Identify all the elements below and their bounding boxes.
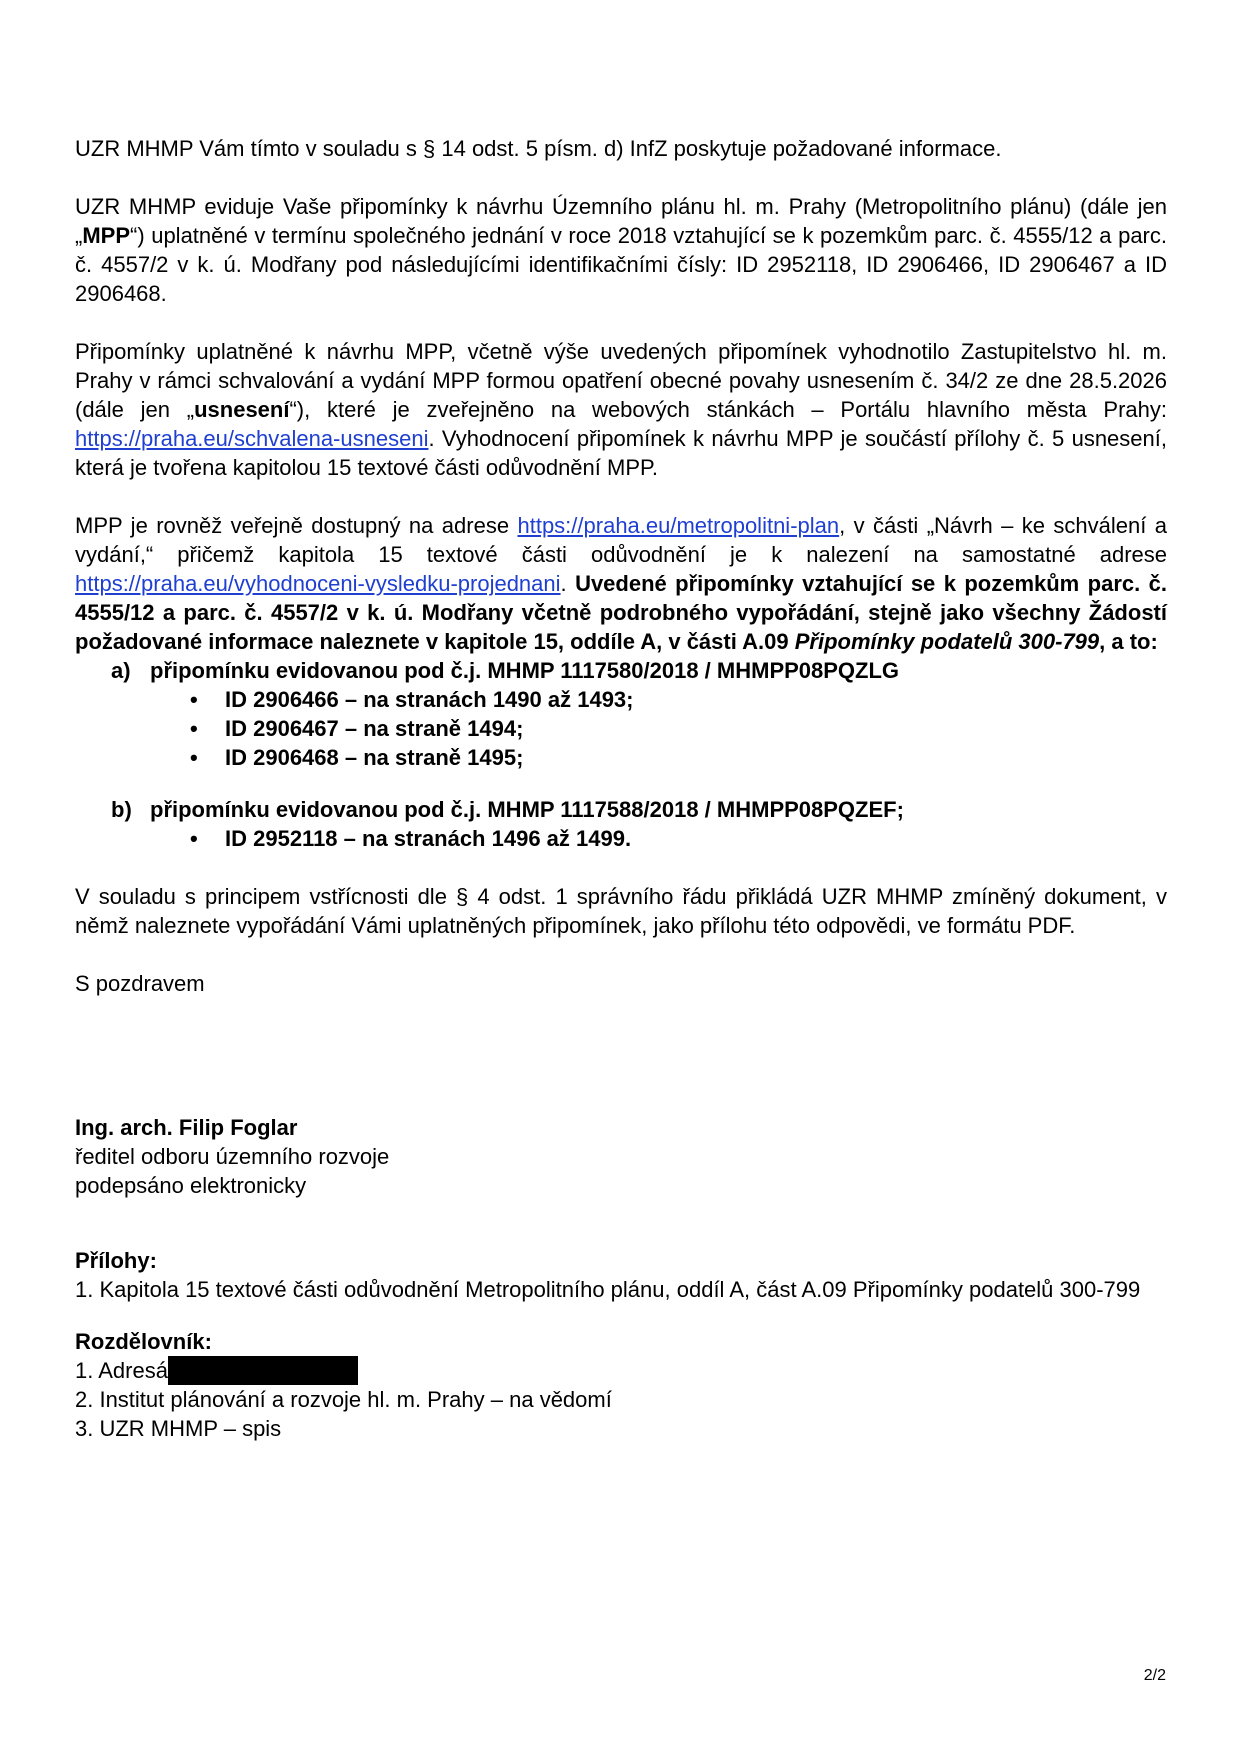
list-spacer	[75, 772, 1167, 795]
distribution-section	[75, 1327, 1167, 1443]
attachments-heading	[75, 1246, 1167, 1275]
list-marker-a: a)	[111, 658, 131, 683]
evaluation-text-b: “), které je zveřejněno na webových stánkách – Portálu hlavního města Prahy:	[289, 397, 1167, 422]
distribution-item-2: 2. Institut plánování a rozvoje hl. m. Prahy – na vědomí	[75, 1387, 612, 1412]
bullet-icon: •	[190, 826, 198, 851]
intro-paragraph: UZR MHMP Vám tímto v souladu s § 14 odst. 5 písm. d) InfZ poskytuje požadované informace.	[75, 136, 1002, 161]
greeting: S pozdravem	[75, 971, 205, 996]
attachments-heading-text: Přílohy:	[75, 1248, 157, 1273]
bullet-list-b	[75, 824, 1167, 853]
bullet-icon: •	[190, 687, 198, 712]
signature-role: ředitel odboru územního rozvoje	[75, 1144, 390, 1169]
bullet-list-a	[75, 685, 1167, 772]
signature-name-text: Ing. arch. Filip Foglar	[75, 1115, 298, 1140]
availability-text-b: , v části „Návrh – ke schválení a vydání,“ přičemž kapitola 15 textové části odůvodnění je k nalezení na samostatné adrese	[75, 513, 1167, 567]
attachments-section	[75, 1246, 1167, 1304]
list-item	[75, 824, 1167, 853]
spacer	[75, 853, 1167, 882]
list-item-a	[75, 656, 1167, 685]
bullet-text: ID 2952118 – na stranách 1496 až 1499.	[225, 826, 632, 851]
distribution-heading-text: Rozdělovník:	[75, 1329, 212, 1354]
bullet-text: ID 2906467 – na straně 1494;	[225, 716, 524, 741]
redaction-block	[168, 1356, 358, 1385]
evaluation-paragraph	[75, 337, 1167, 482]
bullet-icon: •	[190, 716, 198, 741]
evaluation-text-a: Připomínky uplatněné k návrhu MPP, včetně výše uvedených připomínek vyhodnotilo Zastupitelstvo hl. m. Prahy v rámci schvalování a vydání MPP formou opatření obecné povahy usnesením č. 34/2 ze dne 28.5.2026 (dále jen „	[75, 339, 1167, 422]
closing-paragraph: V souladu s principem vstřícnosti dle § 4 odst. 1 správního řádu přikládá UZR MHMP zmíněný dokument, v němž naleznete vypořádání Vámi uplatněných připomínek, jako přílohu této odpovědi, ve formátu PDF.	[75, 884, 1167, 938]
list-item	[75, 685, 1167, 714]
vyhodnoceni-link[interactable]: https://praha.eu/vyhodnoceni-vysledku-projednani	[75, 571, 561, 596]
page-number: 2/2	[1143, 1667, 1166, 1684]
availability-text-a: MPP je rovněž veřejně dostupný na adrese	[75, 513, 518, 538]
list-item-b-text: připomínku evidovanou pod č.j. MHMP 1117588/2018 / MHMPP08PQZEF;	[150, 797, 904, 822]
distribution-item-1	[75, 1356, 1167, 1385]
list-item-a-text: připomínku evidovanou pod č.j. MHMP 1117580/2018 / MHMPP08PQZLG	[150, 658, 900, 683]
list-item-b	[75, 795, 1167, 824]
comments-paragraph	[75, 192, 1167, 308]
bullet-text: ID 2906468 – na straně 1495;	[225, 745, 524, 770]
comments-text-a: UZR MHMP eviduje Vaše připomínky k návrhu Územního plánu hl. m. Prahy (Metropolitního plánu) (dále jen „	[75, 194, 1167, 248]
list-marker-b: b)	[111, 797, 132, 822]
metropolitni-plan-link[interactable]: https://praha.eu/metropolitni-plan	[517, 513, 840, 538]
signature-name	[75, 1113, 1167, 1142]
list-item	[75, 743, 1167, 772]
comments-text-b: “) uplatněné v termínu společného jednání v roce 2018 vztahující se k pozemkům parc. č. 4555/12 a parc. č. 4557/2 v k. ú. Modřany pod následujícími identifikačními čísly: ID 2952118, ID 2906466, ID 2906467 a ID 2906468.	[75, 223, 1167, 306]
comments-list-b	[75, 795, 1167, 824]
usneseni-abbrev: usnesení	[194, 397, 290, 422]
attachment-item: 1. Kapitola 15 textové části odůvodnění Metropolitního plánu, oddíl A, část A.09 Připomínky podatelů 300-799	[75, 1277, 1141, 1302]
signature-signed: podepsáno elektronicky	[75, 1173, 307, 1198]
bullet-text: ID 2906466 – na stranách 1490 až 1493;	[225, 687, 634, 712]
comments-list	[75, 656, 1167, 685]
schvalena-usneseni-link[interactable]: https://praha.eu/schvalena-usneseni	[75, 426, 429, 451]
distribution-heading	[75, 1327, 1167, 1356]
mpp-abbrev: MPP	[82, 223, 131, 248]
evaluation-text-c: . Vyhodnocení připomínek k návrhu MPP je součástí přílohy č. 5 usnesení, která je tvořena kapitolou 15 textové části odůvodnění MPP.	[75, 426, 1167, 480]
distribution-item-1-text: 1. Adresá	[75, 1358, 168, 1383]
availability-italic: Připomínky podatelů 300-799	[794, 629, 1100, 654]
list-item	[75, 714, 1167, 743]
availability-bold-b: , a to:	[1099, 629, 1158, 654]
bullet-icon: •	[190, 745, 198, 770]
signature-block	[75, 1113, 1167, 1200]
document-page	[75, 134, 1167, 1443]
availability-text-c: .	[560, 571, 576, 596]
distribution-item-3: 3. UZR MHMP – spis	[75, 1416, 282, 1441]
spacer	[75, 1200, 1167, 1246]
availability-bold-a: Uvedené připomínky vztahující se k pozemkům parc. č. 4555/12 a parc. č. 4557/2 v k. ú. Modřany včetně podrobného vypořádání, stejně jako všechny Žádostí požadované informace naleznete v kapitole 15, oddíle A, v části A.09	[75, 571, 1167, 654]
spacer	[75, 1304, 1167, 1327]
availability-paragraph	[75, 511, 1167, 656]
